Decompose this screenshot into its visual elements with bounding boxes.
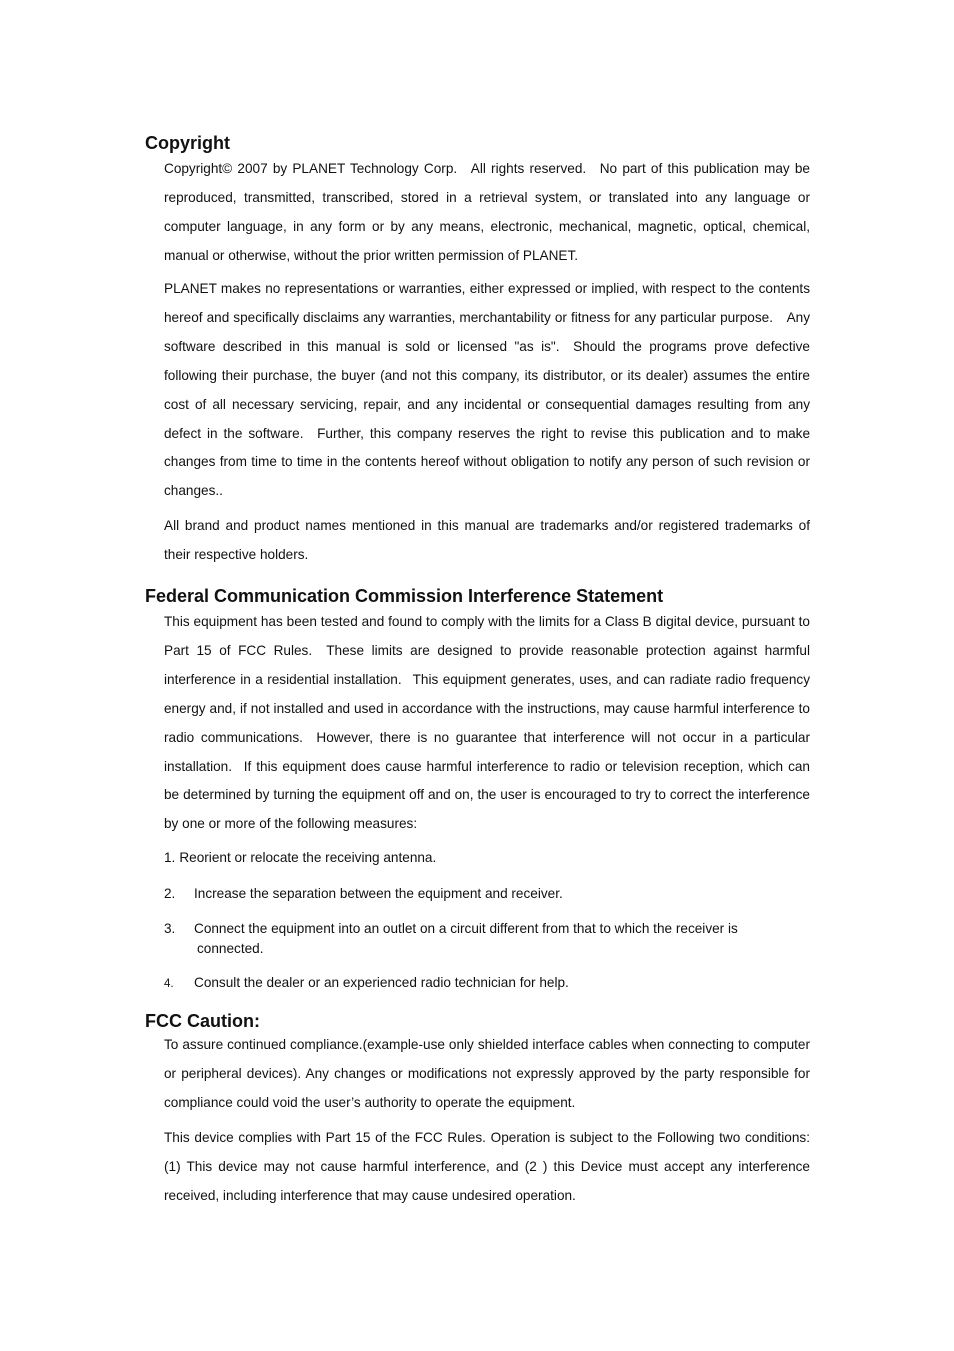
list-item-continuation: connected.: [197, 940, 264, 956]
list-item-text: Connect the equipment into an outlet on a circuit different from that to which the receiver is: [194, 921, 738, 936]
list-item-number: 2.: [164, 886, 176, 901]
list-item-number: 1.: [164, 850, 176, 865]
fcc-caution-heading: FCC Caution:: [145, 1011, 260, 1031]
list-item: [164, 919, 810, 958]
copyright-paragraph-1: Copyright© 2007 by PLANET Technology Corp. All rights reserved. No part of this publication may be reproduced, transmitted, transcribed, stored in a retrieval system, or translated into any language or computer language, in any form or by any means, electronic, mechanical, magnetic, optical, chemical, manual or otherwise, without the prior written permission of PLANET.: [164, 161, 810, 263]
list-item-number: 3.: [164, 921, 176, 936]
list-item-number: 4.: [164, 978, 174, 990]
copyright-paragraph-2: PLANET makes no representations or warranties, either expressed or implied, with respect to the contents hereof and specifically disclaims any warranties, merchantability or fitness for any particular purpose. Any software described in this manual is sold or licensed "as is". Should the programs prove defective following their purchase, the buyer (and not this company, its distributor, or its dealer) assumes the entire cost of all necessary servicing, repair, and any incidental or consequential damages resulting from any defect in the software. Further, this company reserves the right to revise this publication and to make changes from time to time in the contents hereof without obligation to notify any person of such revision or changes..: [164, 281, 810, 499]
fcc-caution-paragraph-2: This device complies with Part 15 of the FCC Rules. Operation is subject to the Following two conditions: (1) This device may not cause harmful interference, and (2 ) this Device must accept any interference received, including interference that may cause undesired operation.: [164, 1130, 810, 1203]
list-item: [164, 884, 810, 904]
list-item-text: Increase the separation between the equipment and receiver.: [194, 886, 563, 901]
list-item: [164, 973, 810, 995]
list-item: [164, 848, 810, 868]
fcc-statement-paragraph: This equipment has been tested and found to comply with the limits for a Class B digital device, pursuant to Part 15 of FCC Rules. These limits are designed to provide reasonable protection against harmful interference in a residential installation. This equipment generates, uses, and can radiate radio frequency energy and, if not installed and used in accordance with the instructions, may cause harmful interference to radio communications. However, there is no guarantee that interference will not occur in a particular installation. If this equipment does cause harmful interference to radio or television reception, which can be determined by turning the equipment off and on, the user is encouraged to try to correct the interference by one or more of the following measures:: [164, 614, 810, 832]
list-item-text: Consult the dealer or an experienced radio technician for help.: [194, 975, 569, 990]
copyright-paragraph-3: All brand and product names mentioned in this manual are trademarks and/or registered trademarks of their respective holders.: [164, 518, 810, 562]
fcc-statement-heading: Federal Communication Commission Interference Statement: [145, 586, 664, 606]
copyright-heading: Copyright: [145, 133, 230, 153]
list-item-text: Reorient or relocate the receiving antenna.: [179, 850, 437, 865]
fcc-caution-paragraph-1: To assure continued compliance.(example-use only shielded interface cables when connecting to computer or peripheral devices). Any changes or modifications not expressly approved by the party responsible for compliance could void the user’s authority to operate the equipment.: [164, 1037, 810, 1110]
